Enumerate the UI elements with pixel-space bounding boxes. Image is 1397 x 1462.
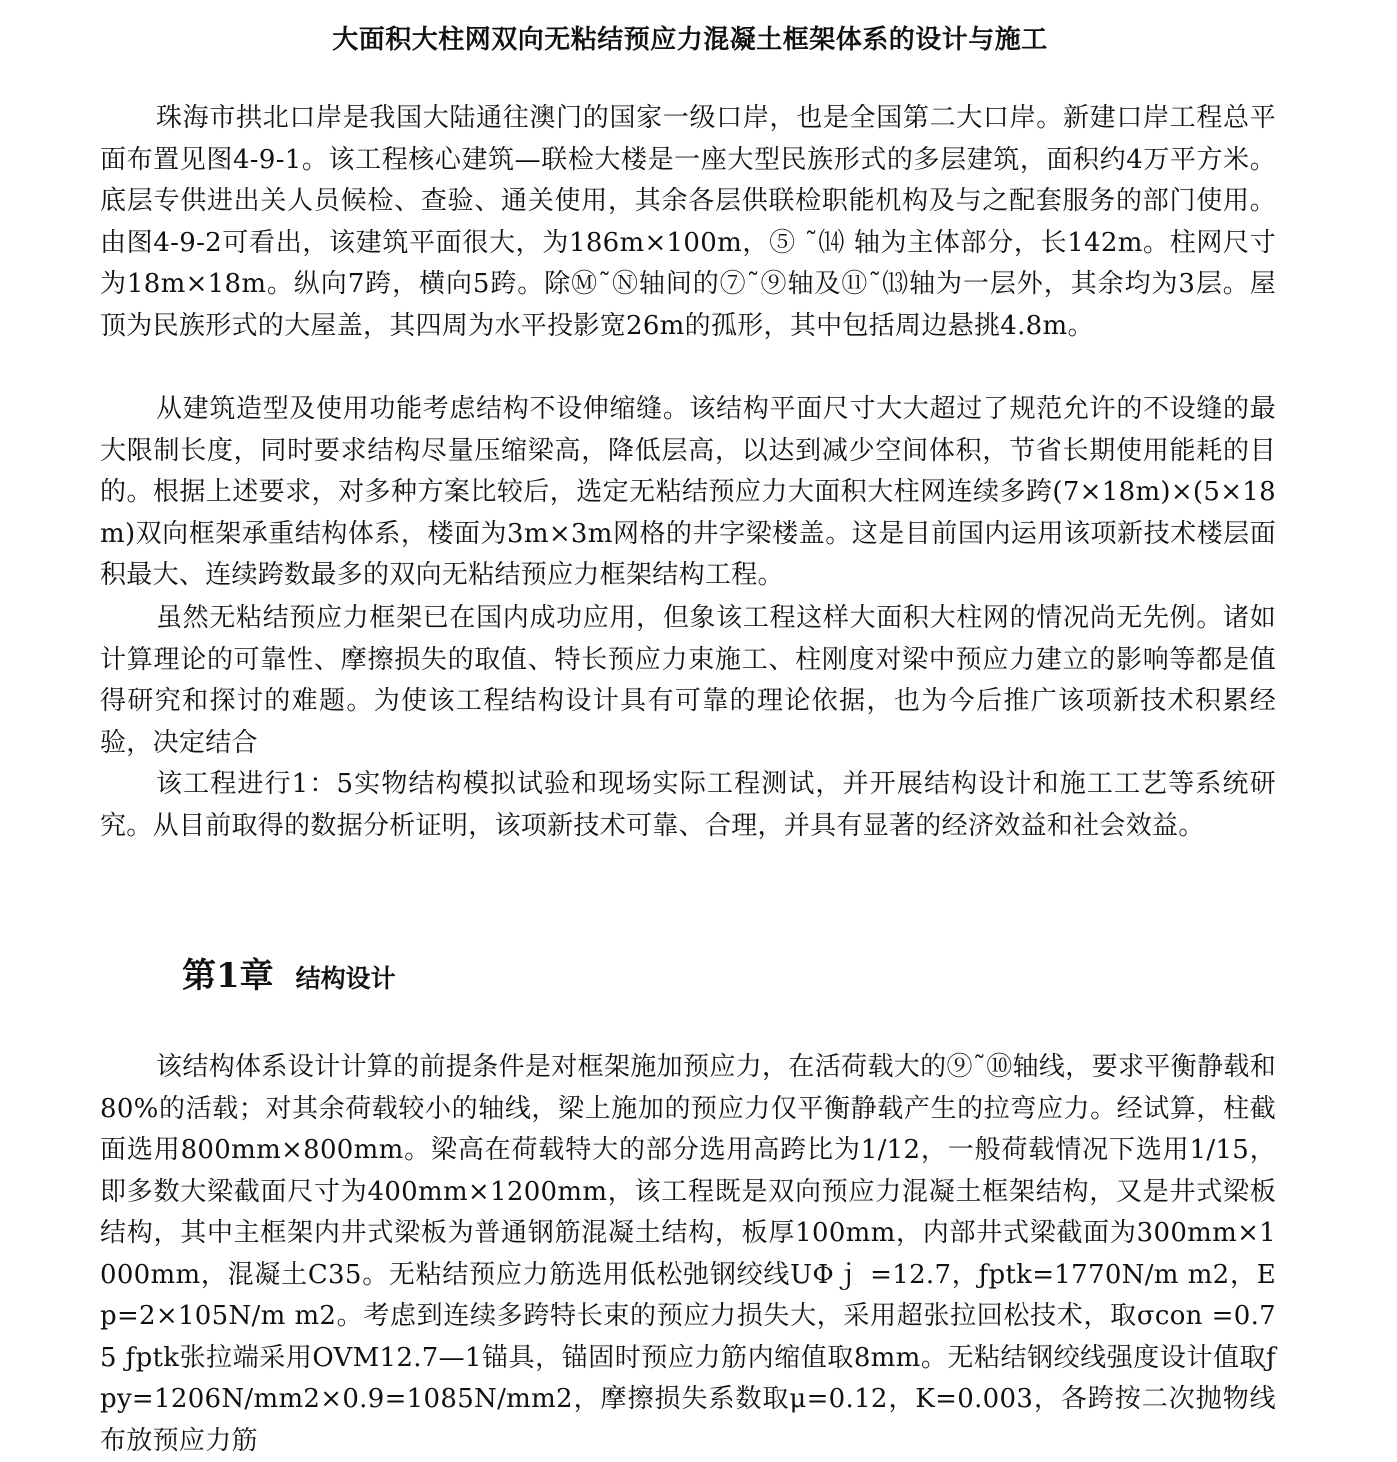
chapter-paragraph: 该结构体系设计计算的前提条件是对框架施加预应力，在活荷载大的⑨˜⑩轴线，要求平衡静载和80%的活载；对其余荷载较小的轴线，梁上施加的预应力仅平衡静载产生的拉弯应力。经试算，柱截面选用800mm×800mm。梁高在荷载特大的部分选用高跨比为1/12，一般荷载情况下选用1/15，即多数大梁截面尺寸为400mm×1200mm，该工程既是双向预应力混凝土框架结构，又是井式梁板结构，其中主框架内井式梁板为普通钢筋混凝土结构，板厚100mm，内部井式梁截面为300mm×1000mm，混凝土C35。无粘结预应力筋选用低松弛钢绞线UΦｊ =12.7，ƒptk=1770N/m m2，Ep=2×105N/m m2。考虑到连续多跨特长束的预应力损失大，采用超张拉回松技术，取σcon =0.75 ƒptk张拉端采用OVM12.7—1锚具，锚固时预应力筋内缩值取8mm。无粘结钢绞线强度设计值取ƒpy=1206N/mm2×0.9=1085N/mm2，摩擦损失系数取μ=0.12，K=0.003，各跨按二次抛物线布放预应力筋 — [100, 1052, 1276, 1456]
intro-paragraph-4: 该工程进行1：5实物结构模拟试验和现场实际工程测试，并开展结构设计和施工工艺等系统研究。从目前取得的数据分析证明，该项新技术可靠、合理，并具有显著的经济效益和社会效益。 — [100, 769, 1276, 841]
intro-paragraph-2: 从建筑造型及使用功能考虑结构不设伸缩缝。该结构平面尺寸大大超过了规范允许的不设缝的最大限制长度，同时要求结构尽量压缩梁高，降低层高，以达到减少空间体积，节省长期使用能耗的目的。根据上述要求，对多种方案比较后，选定无粘结预应力大面积大柱网连续多跨(7×18m)×(5×18m)双向框架承重结构体系，楼面为3m×3m网格的井字梁楼盖。这是目前国内运用该项新技术楼层面积最大、连续跨数最多的双向无粘结预应力框架结构工程。 — [100, 394, 1276, 590]
chapter-number: 第1章 — [182, 956, 274, 996]
document-title: 大面积大柱网双向无粘结预应力混凝土框架体系的设计与施工 — [332, 25, 1048, 55]
chapter-heading — [182, 948, 396, 997]
chapter-name: 结构设计 — [295, 964, 396, 993]
intro-paragraph-1: 珠海市拱北口岸是我国大陆通往澳门的国家一级口岸，也是全国第二大口岸。新建口岸工程总平面布置见图4-9-1。该工程核心建筑—联检大楼是一座大型民族形式的多层建筑，面积约4万平方米。底层专供进出关人员候检、查验、通关使用，其余各层供联检职能机构及与之配套服务的部门使用。由图4-9-2可看出，该建筑平面很大，为186m×100m，⑤ ˜⒁ 轴为主体部分，长142m。柱网尺寸为18m×18m。纵向7跨，横向5跨。除Ⓜ˜Ⓝ轴间的⑦˜⑨轴及⑪˜⒀轴为一层外，其余均为3层。屋顶为民族形式的大屋盖，其四周为水平投影宽26m的孤形，其中包括周边悬挑4.8m。 — [100, 103, 1276, 341]
intro-paragraph-3: 虽然无粘结预应力框架已在国内成功应用，但象该工程这样大面积大柱网的情况尚无先例。诸如计算理论的可靠性、摩擦损失的取值、特长预应力束施工、柱刚度对梁中预应力建立的影响等都是值得研究和探讨的难题。为使该工程结构设计具有可靠的理论依据，也为今后推广该项新技术积累经验，决定结合 — [100, 603, 1276, 758]
